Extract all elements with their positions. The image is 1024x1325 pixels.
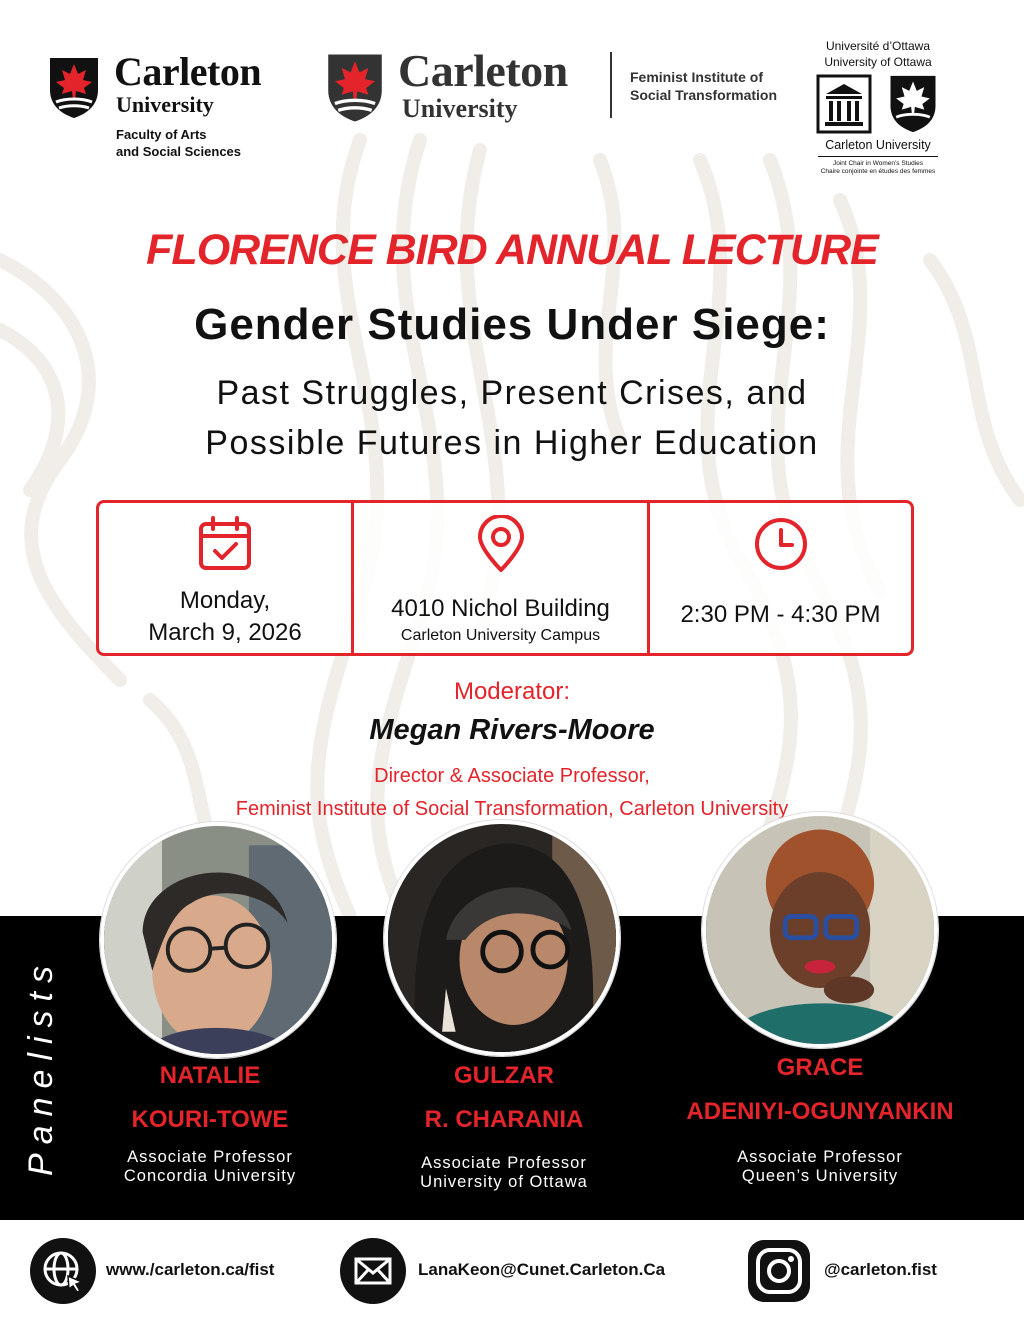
instagram-text[interactable]: @carleton.fist — [824, 1260, 937, 1279]
panelist-1-first-name: NATALIE — [159, 1062, 261, 1089]
event-details-box — [96, 500, 914, 656]
event-title: Gender Studies Under Siege: — [194, 300, 830, 349]
logo-rule — [818, 156, 938, 157]
moderator-label: Moderator: — [453, 678, 571, 705]
event-date-day: March 9, 2026 — [148, 619, 302, 646]
panelist-2-first-name: GULZAR — [454, 1062, 554, 1089]
event-date — [99, 585, 351, 649]
joint-chair-en: Joint Chair in Women’s Studies — [832, 160, 924, 167]
joint-chair-fr: Chaire conjointe en études des femmes — [820, 168, 936, 175]
panelist-1-title: Associate Professor — [127, 1148, 293, 1166]
lecture-series-title: FLORENCE BIRD ANNUAL LECTURE — [146, 226, 878, 274]
panelist-3-last-name: ADENIYI-OGUNYANKIN — [686, 1098, 954, 1125]
time-cell — [647, 503, 911, 653]
event-location-sub: Carleton University Campus — [400, 627, 601, 644]
event-subtitle — [0, 368, 1024, 468]
panelist-name-2 — [374, 1054, 634, 1142]
institute-line-2: Social Transformation — [630, 87, 778, 103]
panelist-2-affiliation: University of Ottawa — [420, 1173, 588, 1191]
carleton-shield-icon — [48, 56, 100, 120]
logo-divider — [610, 52, 612, 118]
institute-line-1: Feminist Institute of — [630, 69, 763, 85]
envelope-icon — [340, 1238, 406, 1304]
faculty-line-2: and Social Sciences — [116, 144, 242, 159]
carleton-name: Carleton University — [825, 138, 931, 152]
portrait-3 — [706, 816, 934, 1044]
uottawa-name-fr: Université d’Ottawa — [825, 39, 931, 53]
panelist-photo-3 — [702, 812, 938, 1048]
carleton-shield-icon — [888, 74, 938, 134]
carleton-fist-logo — [326, 45, 796, 128]
university-wordmark: University — [402, 94, 518, 123]
map-pin-icon — [472, 515, 530, 573]
globe-icon — [30, 1238, 96, 1304]
university-wordmark: University — [116, 92, 214, 117]
panelist-photo-1 — [100, 822, 336, 1058]
portrait-1 — [104, 826, 332, 1054]
subtitle-line-1: Past Struggles, Present Crises, and — [216, 374, 808, 412]
event-time: 2:30 PM - 4:30 PM — [680, 601, 881, 628]
uottawa-name — [808, 38, 948, 70]
panelist-role-1 — [80, 1148, 340, 1186]
date-cell — [99, 503, 351, 653]
panelist-name-1 — [80, 1054, 340, 1142]
faculty-line-1: Faculty of Arts — [116, 127, 207, 142]
panelist-name-3 — [640, 1046, 1000, 1134]
faculty-name — [116, 126, 241, 160]
panelist-role-2 — [374, 1154, 634, 1192]
carleton-wordmark: Carleton — [114, 49, 262, 94]
uottawa-name-en: University of Ottawa — [824, 55, 932, 69]
email-text[interactable]: LanaKeon@Cunet.Carleton.Ca — [418, 1260, 666, 1279]
portrait-2 — [388, 824, 616, 1052]
uottawa-building-icon — [816, 74, 872, 134]
moderator-role-line-2: Feminist Institute of Social Transformation, Carleton University — [235, 798, 789, 820]
location-cell — [351, 503, 647, 653]
panelist-2-last-name: R. CHARANIA — [424, 1106, 584, 1133]
instagram-icon — [746, 1238, 812, 1304]
moderator-role — [0, 760, 1024, 826]
joint-chair-emblems — [808, 74, 948, 136]
clock-icon — [752, 515, 810, 573]
institute-name — [630, 68, 777, 104]
panelists-label: Panelists — [22, 957, 60, 1176]
calendar-check-icon — [196, 515, 254, 573]
event-location: 4010 Nichol Building — [391, 595, 610, 622]
moderator-role-line-1: Director & Associate Professor, — [374, 765, 650, 787]
joint-chair-caption — [808, 160, 948, 176]
panelist-1-last-name: KOURI-TOWE — [131, 1106, 289, 1133]
panelist-role-3 — [690, 1148, 950, 1186]
joint-chair-logo — [808, 38, 948, 188]
panelist-2-title: Associate Professor — [421, 1154, 587, 1172]
carleton-fass-logo — [48, 49, 298, 162]
carleton-wordmark: Carleton — [398, 45, 568, 96]
panelist-3-title: Associate Professor — [737, 1148, 903, 1166]
panelist-1-affiliation: Concordia University — [123, 1167, 297, 1185]
moderator-name: Megan Rivers-Moore — [369, 714, 655, 746]
panelist-3-first-name: GRACE — [776, 1054, 864, 1081]
subtitle-line-2: Possible Futures in Higher Education — [205, 424, 819, 462]
website-text[interactable]: www./carleton.ca/fist — [106, 1260, 275, 1279]
event-date-weekday: Monday, — [179, 587, 271, 614]
carleton-shield-icon — [326, 52, 384, 124]
panelist-photo-2 — [384, 820, 620, 1056]
panelist-3-affiliation: Queen’s University — [741, 1167, 899, 1185]
